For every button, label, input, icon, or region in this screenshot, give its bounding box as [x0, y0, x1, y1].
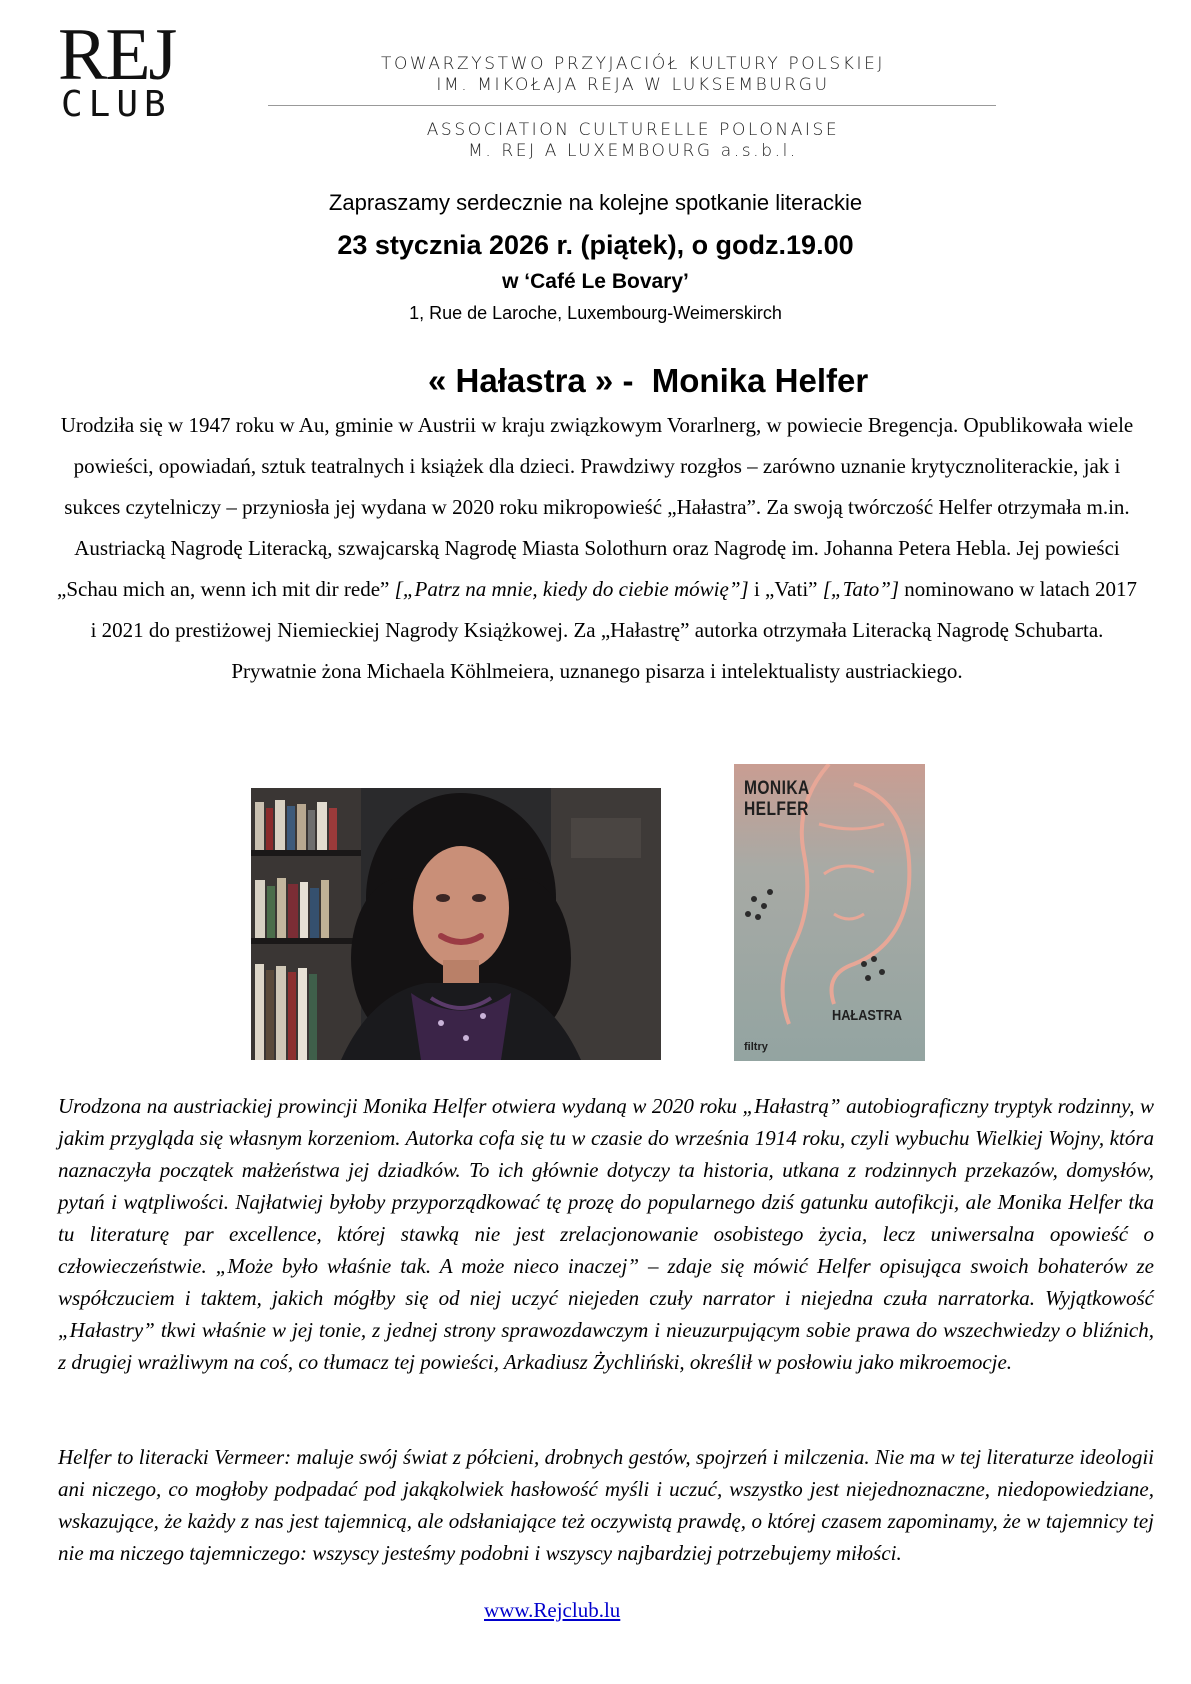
book-cover	[734, 764, 925, 1061]
cover-author-line2: HELFER	[744, 799, 809, 820]
cover-author	[744, 778, 810, 820]
org-name-polish	[268, 54, 998, 96]
author-bio	[52, 405, 1142, 692]
bio-text-3: nominowano w latach 2017 i 2021 do prestiżowej Niemieckiej Nagrody Książkowej. Za „Hałastrę” autorka otrzymała Literacką Nagrodę Schubarta. Prywatnie żona Michaela Köhlmeiera, uznanego pisarza i intelektualisty austriackiego.	[90, 577, 1137, 683]
website-link[interactable]: www.Rejclub.lu	[484, 1598, 621, 1622]
event-venue: w ‘Café Le Bovary’	[502, 270, 689, 293]
bio-text-1: Urodziła się w 1947 roku w Au, gminie w Austrii w kraju związkowym Vorarlnerg, w powiecie Bregencja. Opublikowała wiele powieści, opowiadań, sztuk teatralnych i książek dla dzieci. Prawdziwy rozgłos – zarówno uznanie krytycznoliterackie, jak i sukces czytelniczy – przyniosła jej wydana w 2020 roku mikropowieść „Hałastra”. Za swoją twórczość Helfer otrzymała m.in. Austriacką Nagrodę Literacką, szwajcarską Nagrodę Miasta Solothurn oraz Nagrodę im. Johanna Petera Hebla. Jej powieści „Schau mich an, wenn ich mit dir rede”	[57, 413, 1134, 601]
cover-title: HAŁASTRA	[832, 1007, 903, 1024]
review-paragraph-2: Helfer to literacki Vermeer: maluje swój świat z półcieni, drobnych gestów, spojrzeń i milczenia. Nie ma w tej literaturze ideologii ani niczego, co mogłoby podpadać pod jakąkolwiek hasłowość myśli i uczuć, wszystko jest niejednoznaczne, niedopowiedziane, wskazujące, że każdy z nas jest tajemnicą, ale odsłaniające też oczywistą prawdę, o której czasem zapominamy, że w tajemnicy tej nie ma niczego tajemniczego: wszyscy jesteśmy podobni i wszyscy najbardziej potrzebujemy miłości.	[58, 1445, 1154, 1565]
logo-rej-text: REJ	[58, 14, 176, 96]
rej-club-logo	[58, 14, 178, 125]
author-photo	[251, 788, 661, 1060]
header-divider	[268, 105, 996, 106]
cover-author-line1: MONIKA	[744, 778, 810, 799]
org-fr-line2: M. REJ A LUXEMBOURG a.s.b.l.	[468, 141, 798, 161]
logo-club-text: CLUB	[61, 84, 172, 125]
event-title: « Hałastra » - Monika Helfer	[428, 362, 869, 399]
bio-italic-2: [„Tato”]	[822, 577, 900, 601]
org-fr-line1: ASSOCIATION CULTURELLE POLONAISE	[426, 120, 840, 140]
invitation-text: Zapraszamy serdecznie na kolejne spotkanie literackie	[328, 190, 863, 215]
event-date: 23 stycznia 2026 r. (piątek), o godz.19.00	[337, 230, 854, 260]
org-pl-line2: IM. MIKOŁAJA REJA W LUKSEMBURGU	[436, 75, 830, 95]
review-paragraph-1: Urodzona na austriackiej prowincji Monika Helfer otwiera wydaną w 2020 roku „Hałastrą” autobiograficzny tryptyk rodzinny, w jakim przygląda się własnym korzeniom. Autorka cofa się tu w czasie do września 1914 roku, czyli wybuchu Wielkiej Wojny, która naznaczyła początek małżeństwa jej dziadków. To ich głównie dotyczy ta historia, utkana z rodzinnych przekazów, domysłów, pytań i wątpliwości. Najłatwiej byłoby przyporządkować tę prozę do popularnego dziś gatunku autofikcji, ale Monika Helfer tka tu literaturę par excellence, której stawką nie jest zrelacjonowanie osobistego życia, lecz uniwersalna opowieść o człowieczeństwie. „Może było właśnie tak. A może nieco inaczej” – zdaje się mówić Helfer opisująca swoich bohaterów ze współczuciem i taktem, jakich mógłby się od niej uczyć niejeden czuły narrator i niejedna czuła narratorka. Wyjątkowość „Hałastry” tkwi właśnie w jej tonie, z jednej strony sprawozdawczym i nieuzurpującym sobie prawa do wszechwiedzy o bliźnich, z drugiej wrażliwym na coś, co tłumacz tej powieści, Arkadiusz Żychliński, określił w posłowiu jako mikroemocje.	[58, 1094, 1154, 1374]
cover-publisher: filtry	[744, 1041, 768, 1053]
bio-italic-1: [„Patrz na mnie, kiedy do ciebie mówię”]	[394, 577, 749, 601]
org-name-french	[268, 120, 998, 162]
bio-text-2: i „Vati”	[748, 577, 823, 601]
event-address: 1, Rue de Laroche, Luxembourg-Weimerskirch	[409, 303, 782, 323]
org-pl-line1: TOWARZYSTWO PRZYJACIÓŁ KULTURY POLSKIEJ	[380, 54, 886, 74]
